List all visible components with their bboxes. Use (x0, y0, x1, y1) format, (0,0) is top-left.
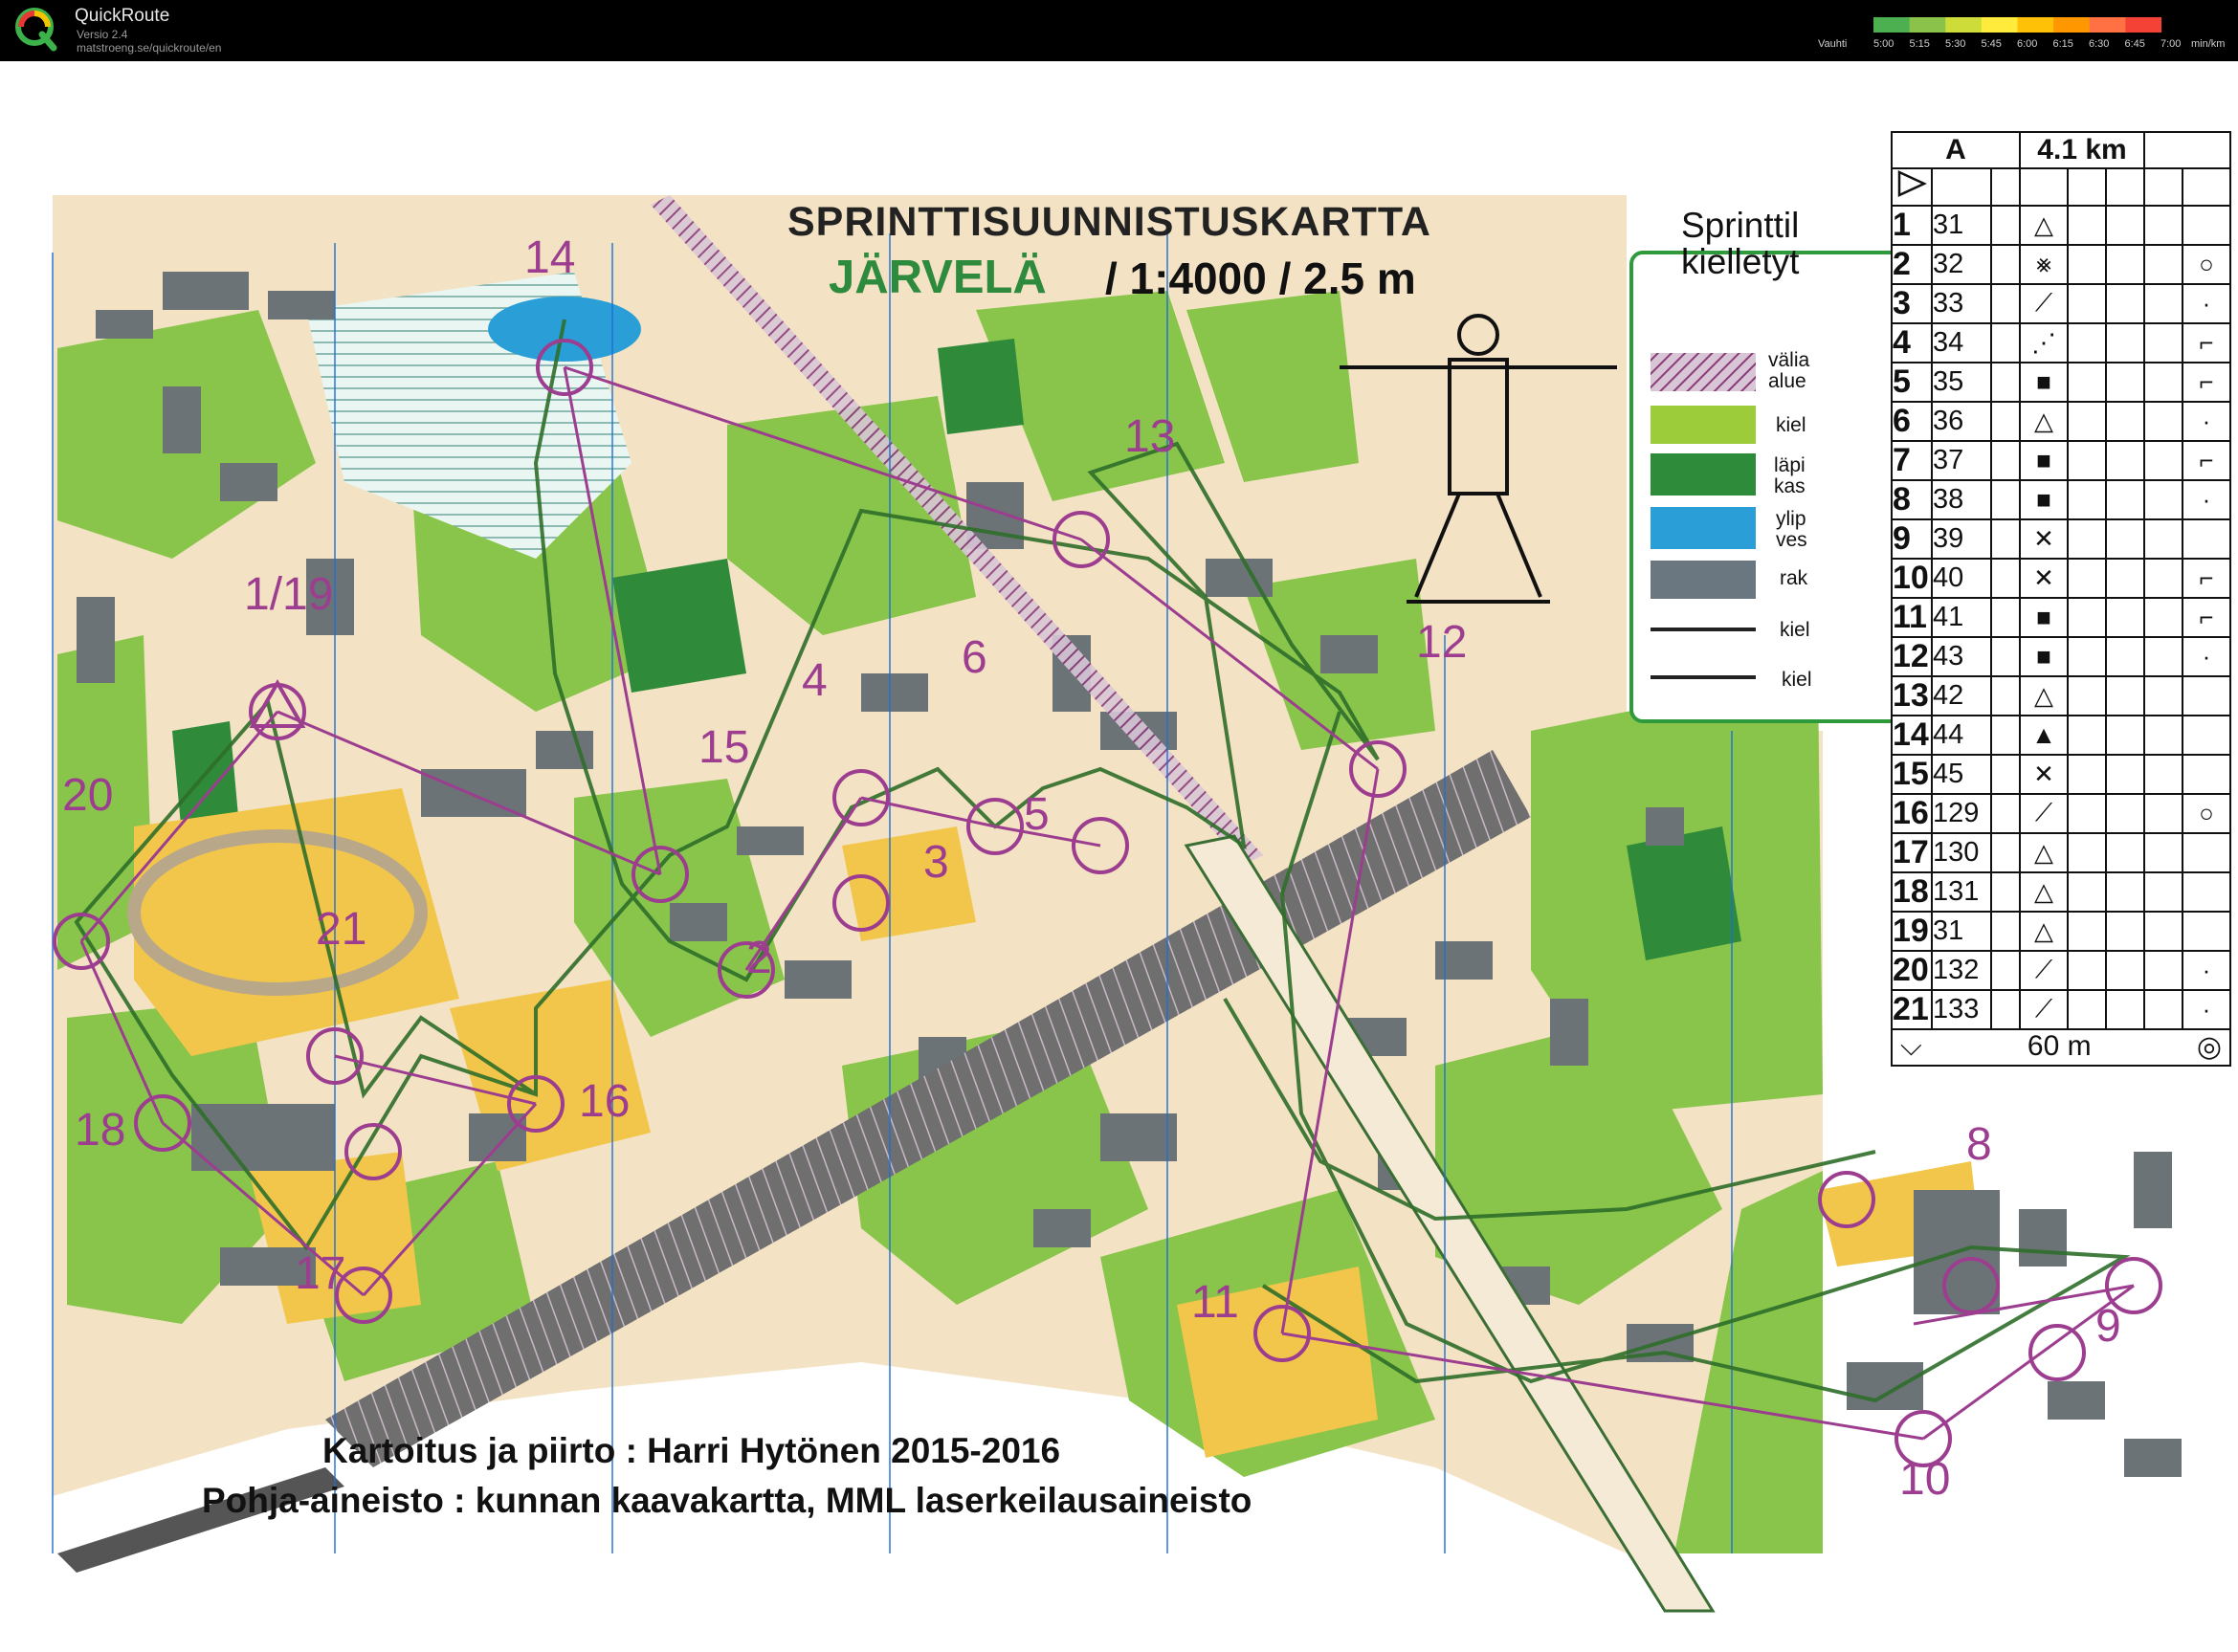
cd-location-symbol (2183, 206, 2230, 245)
cd-location-symbol: ○ (2183, 794, 2230, 833)
speed-scale-tick: 5:45 (1981, 38, 2002, 50)
control-label-6: 6 (962, 632, 987, 683)
start-triangle-icon (1892, 168, 1932, 205)
cd-col-f (2106, 519, 2144, 559)
cd-col-f (2106, 794, 2144, 833)
cd-col-g (2144, 245, 2183, 284)
cd-col-g (2144, 755, 2183, 794)
control-label-14: 14 (524, 232, 576, 283)
cd-col-e (2068, 559, 2106, 598)
legend-title-line2: kielletyt (1681, 242, 1800, 281)
legend-title-line1: Sprinttil (1681, 206, 1800, 245)
speed-scale-tick: 5:00 (1873, 38, 1895, 50)
legend-item-text: ylip (1776, 508, 1806, 530)
cd-col-f (2106, 912, 2144, 951)
cd-col-e (2068, 323, 2106, 363)
cd-col-f (2106, 676, 2144, 716)
cd-control-number: 17 (1892, 833, 1932, 872)
cd-control-number: 12 (1892, 637, 1932, 676)
control-label-12: 12 (1416, 617, 1468, 668)
legend-item-2: kiel (1776, 414, 1806, 436)
speed-scale-segment (2053, 17, 2090, 33)
cd-row (1892, 559, 2230, 598)
cd-feature-symbol: ⨳ (2020, 245, 2068, 284)
cd-control-number: 3 (1892, 284, 1932, 323)
cd-col-c (1991, 519, 2020, 559)
cd-col-e (2068, 755, 2106, 794)
cd-control-number: 21 (1892, 990, 1932, 1029)
cd-col-c (1991, 794, 2020, 833)
speed-scale-tick: 6:15 (2052, 38, 2073, 50)
cd-col-g (2144, 716, 2183, 755)
cd-control-code: 36 (1932, 402, 1991, 441)
cd-col-e (2068, 402, 2106, 441)
cd-col-e (2068, 912, 2106, 951)
cd-footer-text: 60 m (2027, 1030, 2092, 1063)
cd-col-e (2068, 951, 2106, 990)
cd-col-g (2144, 519, 2183, 559)
cd-row (1892, 637, 2230, 676)
speed-scale-labels (1818, 38, 2229, 52)
control-label-11: 11 (1191, 1277, 1239, 1328)
cd-col-g (2144, 872, 2183, 912)
cd-location-symbol: · (2183, 637, 2230, 676)
legend-title (1681, 208, 1799, 280)
cd-control-code: 33 (1932, 284, 1991, 323)
cd-feature-symbol: ⋰ (2020, 323, 2068, 363)
control-label-17: 17 (295, 1248, 346, 1299)
map-name: JÄRVELÄ (829, 252, 1047, 303)
cd-row (1892, 951, 2230, 990)
control-label-1-19: 1/19 (244, 569, 334, 620)
cd-col-e (2068, 206, 2106, 245)
cd-location-symbol (2183, 755, 2230, 794)
app-header-bar (0, 0, 2238, 61)
cd-col-f (2106, 480, 2144, 519)
cd-control-code: 42 (1932, 676, 1991, 716)
cd-control-code: 132 (1932, 951, 1991, 990)
cd-feature-symbol: ✕ (2020, 559, 2068, 598)
cd-col-f (2106, 441, 2144, 480)
map-title: SPRINTTISUUNNISTUSKARTTA (787, 199, 1431, 245)
cd-control-number: 11 (1892, 598, 1932, 637)
cd-location-symbol (2183, 716, 2230, 755)
cd-col-c (1991, 833, 2020, 872)
speed-scale-segment (2125, 17, 2161, 33)
cd-finish-distance (1892, 1029, 2230, 1066)
cd-col-e (2068, 519, 2106, 559)
cd-control-number: 20 (1892, 951, 1932, 990)
cd-col-c (1991, 206, 2020, 245)
cd-col-c (1991, 716, 2020, 755)
legend-item-text: läpi (1774, 454, 1806, 476)
cd-location-symbol: · (2183, 480, 2230, 519)
cd-col-c (1991, 441, 2020, 480)
cd-control-code: 45 (1932, 755, 1991, 794)
cd-col-e (2068, 598, 2106, 637)
cd-feature-symbol: ■ (2020, 637, 2068, 676)
cd-col-e (2068, 990, 2106, 1029)
cd-col-f (2106, 206, 2144, 245)
cd-col-c (1991, 363, 2020, 402)
cd-col-f (2106, 637, 2144, 676)
cd-row (1892, 402, 2230, 441)
cd-control-number: 7 (1892, 441, 1932, 480)
cd-control-code: 41 (1932, 598, 1991, 637)
cd-feature-symbol: △ (2020, 872, 2068, 912)
cd-control-number: 2 (1892, 245, 1932, 284)
cd-col-e (2068, 637, 2106, 676)
cd-col-c (1991, 245, 2020, 284)
legend-item-7: kiel (1782, 669, 1812, 691)
legend-item-5: rak (1780, 567, 1808, 589)
cd-location-symbol (2183, 519, 2230, 559)
speed-scale-segment (1982, 17, 2018, 33)
cd-feature-symbol: ⟋ (2020, 794, 2068, 833)
cd-row (1892, 676, 2230, 716)
cd-control-code: 34 (1932, 323, 1991, 363)
cd-control-code: 133 (1932, 990, 1991, 1029)
legend-item-3 (1774, 455, 1806, 497)
cd-col-f (2106, 598, 2144, 637)
cd-col-e (2068, 716, 2106, 755)
speed-color-scale (1873, 17, 2161, 33)
cd-col-g (2144, 912, 2183, 951)
cd-col-c (1991, 402, 2020, 441)
cd-row (1892, 872, 2230, 912)
quickroute-logo-icon (13, 6, 59, 52)
speed-scale-tick: 6:45 (2124, 38, 2145, 50)
speed-scale-tick: 5:30 (1945, 38, 1966, 50)
cd-feature-symbol: ⟋ (2020, 990, 2068, 1029)
map-scale: / 1:4000 / 2.5 m (1105, 253, 1416, 303)
cd-location-symbol: ⌐ (2183, 559, 2230, 598)
cd-location-symbol: ⌐ (2183, 323, 2230, 363)
cd-row (1892, 912, 2230, 951)
control-label-8: 8 (1966, 1119, 1992, 1170)
cd-col-f (2106, 363, 2144, 402)
speed-scale-label: Vauhti (1818, 38, 1848, 50)
cd-control-code: 129 (1932, 794, 1991, 833)
cd-row (1892, 441, 2230, 480)
cd-control-number: 18 (1892, 872, 1932, 912)
cd-col-c (1991, 637, 2020, 676)
cd-location-symbol (2183, 912, 2230, 951)
speed-scale-segment (1945, 17, 1982, 33)
legend-item-4 (1776, 509, 1807, 551)
cd-col-e (2068, 284, 2106, 323)
cd-header-blank (2144, 132, 2230, 168)
speed-scale-segment (2018, 17, 2054, 33)
cd-control-number: 4 (1892, 323, 1932, 363)
cd-col-g (2144, 363, 2183, 402)
map-credit-line2: Pohja-aineisto : kunnan kaavakartta, MML laserkeilausaineisto (202, 1481, 1252, 1520)
speed-scale-segment (1873, 17, 1910, 33)
cd-control-code: 31 (1932, 912, 1991, 951)
cd-feature-symbol: ✕ (2020, 755, 2068, 794)
legend-item-text: alue (1768, 370, 1806, 392)
app-url[interactable]: matstroeng.se/quickroute/en (77, 41, 222, 55)
cd-col-g (2144, 794, 2183, 833)
cd-col-e (2068, 794, 2106, 833)
cd-col-c (1991, 323, 2020, 363)
control-label-15: 15 (698, 722, 750, 773)
cd-col-c (1991, 598, 2020, 637)
cd-col-f (2106, 990, 2144, 1029)
cd-control-code: 43 (1932, 637, 1991, 676)
cd-col-f (2106, 872, 2144, 912)
cd-start-row (1892, 168, 2230, 205)
cd-col-g (2144, 833, 2183, 872)
cd-control-code: 35 (1932, 363, 1991, 402)
cd-row (1892, 833, 2230, 872)
cd-col-c (1991, 284, 2020, 323)
cd-col-f (2106, 245, 2144, 284)
cd-control-code: 38 (1932, 480, 1991, 519)
speed-scale-unit: min/km (2191, 38, 2226, 50)
control-description-sheet (1891, 131, 2231, 1064)
cd-control-code: 39 (1932, 519, 1991, 559)
cd-row (1892, 206, 2230, 245)
cd-control-number: 1 (1892, 206, 1932, 245)
cd-row (1892, 284, 2230, 323)
cd-row (1892, 245, 2230, 284)
cd-location-symbol (2183, 872, 2230, 912)
cd-feature-symbol: ⟋ (2020, 284, 2068, 323)
cd-control-number: 13 (1892, 676, 1932, 716)
control-label-10: 10 (1899, 1454, 1951, 1505)
cd-col-c (1991, 872, 2020, 912)
cd-row (1892, 363, 2230, 402)
cd-col-g (2144, 480, 2183, 519)
cd-feature-symbol: △ (2020, 676, 2068, 716)
cd-control-number: 15 (1892, 755, 1932, 794)
cd-control-code: 37 (1932, 441, 1991, 480)
cd-col-g (2144, 951, 2183, 990)
cd-col-f (2106, 402, 2144, 441)
cd-row (1892, 755, 2230, 794)
cd-control-code: 40 (1932, 559, 1991, 598)
cd-col-c (1991, 990, 2020, 1029)
legend-item-text: ves (1776, 529, 1807, 551)
legend-item-1 (1768, 350, 1809, 392)
cd-control-number: 19 (1892, 912, 1932, 951)
finish-circle-icon: ◎ (2196, 1031, 2222, 1064)
cd-col-e (2068, 676, 2106, 716)
control-label-5: 5 (1024, 789, 1050, 840)
cd-row (1892, 990, 2230, 1029)
cd-course-name: A (1892, 132, 2020, 168)
finish-funnel-icon: ⌵ (1900, 1030, 1922, 1063)
cd-col-c (1991, 755, 2020, 794)
cd-row (1892, 794, 2230, 833)
speed-scale-tick: 6:30 (2089, 38, 2110, 50)
speed-scale-segment (1910, 17, 1946, 33)
cd-feature-symbol: △ (2020, 912, 2068, 951)
control-label-18: 18 (75, 1105, 126, 1156)
cd-col-f (2106, 323, 2144, 363)
cd-col-g (2144, 206, 2183, 245)
speed-scale-tick: 7:00 (2160, 38, 2182, 50)
cd-control-number: 8 (1892, 480, 1932, 519)
cd-row (1892, 519, 2230, 559)
cd-feature-symbol: ■ (2020, 480, 2068, 519)
control-label-20: 20 (62, 770, 114, 821)
cd-control-code: 32 (1932, 245, 1991, 284)
cd-feature-symbol: ✕ (2020, 519, 2068, 559)
cd-feature-symbol: △ (2020, 402, 2068, 441)
cd-control-number: 6 (1892, 402, 1932, 441)
cd-location-symbol: ⌐ (2183, 598, 2230, 637)
cd-location-symbol (2183, 833, 2230, 872)
cd-row (1892, 598, 2230, 637)
cd-feature-symbol: ⟋ (2020, 951, 2068, 990)
app-version: Versio 2.4 (77, 28, 128, 41)
cd-col-g (2144, 402, 2183, 441)
cd-col-e (2068, 245, 2106, 284)
cd-header-row (1892, 132, 2230, 168)
legend-item-text: kas (1774, 475, 1806, 497)
cd-col-f (2106, 755, 2144, 794)
cd-col-c (1991, 951, 2020, 990)
cd-col-c (1991, 480, 2020, 519)
cd-feature-symbol: △ (2020, 206, 2068, 245)
cd-location-symbol: · (2183, 990, 2230, 1029)
cd-col-g (2144, 990, 2183, 1029)
cd-col-g (2144, 284, 2183, 323)
cd-col-f (2106, 951, 2144, 990)
cd-control-number: 5 (1892, 363, 1932, 402)
cd-col-f (2106, 284, 2144, 323)
cd-col-c (1991, 676, 2020, 716)
cd-feature-symbol: ■ (2020, 363, 2068, 402)
control-description-table (1891, 131, 2231, 1067)
cd-control-number: 16 (1892, 794, 1932, 833)
cd-feature-symbol: ■ (2020, 441, 2068, 480)
cd-control-code: 31 (1932, 206, 1991, 245)
cd-location-symbol: · (2183, 402, 2230, 441)
cd-col-e (2068, 833, 2106, 872)
cd-row (1892, 323, 2230, 363)
cd-col-g (2144, 598, 2183, 637)
speed-scale-tick: 5:15 (1909, 38, 1930, 50)
control-label-9: 9 (2095, 1301, 2121, 1352)
speed-scale-segment (2090, 17, 2126, 33)
cd-col-g (2144, 637, 2183, 676)
cd-col-f (2106, 833, 2144, 872)
cd-control-number: 14 (1892, 716, 1932, 755)
cd-col-e (2068, 363, 2106, 402)
cd-course-length: 4.1 km (2020, 132, 2144, 168)
cd-col-c (1991, 912, 2020, 951)
cd-location-symbol: · (2183, 951, 2230, 990)
control-label-4: 4 (802, 655, 828, 706)
legend-item-6: kiel (1780, 619, 1810, 641)
cd-control-number: 9 (1892, 519, 1932, 559)
cd-location-symbol (2183, 676, 2230, 716)
cd-col-f (2106, 716, 2144, 755)
cd-col-e (2068, 480, 2106, 519)
cd-feature-symbol: ▲ (2020, 716, 2068, 755)
cd-col-g (2144, 559, 2183, 598)
cd-control-code: 130 (1932, 833, 1991, 872)
cd-col-g (2144, 323, 2183, 363)
cd-feature-symbol: △ (2020, 833, 2068, 872)
app-title: QuickRoute (75, 6, 170, 26)
cd-location-symbol: ⌐ (2183, 441, 2230, 480)
control-label-3: 3 (923, 837, 949, 888)
cd-col-g (2144, 676, 2183, 716)
cd-row (1892, 716, 2230, 755)
control-label-21: 21 (316, 904, 367, 955)
cd-control-number: 10 (1892, 559, 1932, 598)
control-label-2: 2 (746, 933, 772, 983)
cd-control-code: 131 (1932, 872, 1991, 912)
cd-col-e (2068, 872, 2106, 912)
cd-col-f (2106, 559, 2144, 598)
cd-row (1892, 480, 2230, 519)
control-label-16: 16 (579, 1076, 631, 1127)
legend-item-text: välia (1768, 349, 1810, 371)
control-label-13: 13 (1124, 411, 1176, 462)
speed-scale-tick: 6:00 (2017, 38, 2038, 50)
cd-location-symbol: ○ (2183, 245, 2230, 284)
cd-footer-row (1892, 1029, 2230, 1066)
map-credit-line1: Kartoitus ja piirto : Harri Hytönen 2015-2016 (322, 1431, 1061, 1470)
cd-col-c (1991, 559, 2020, 598)
cd-location-symbol: · (2183, 284, 2230, 323)
cd-col-e (2068, 441, 2106, 480)
cd-location-symbol: ⌐ (2183, 363, 2230, 402)
cd-feature-symbol: ■ (2020, 598, 2068, 637)
cd-control-code: 44 (1932, 716, 1991, 755)
cd-col-g (2144, 441, 2183, 480)
